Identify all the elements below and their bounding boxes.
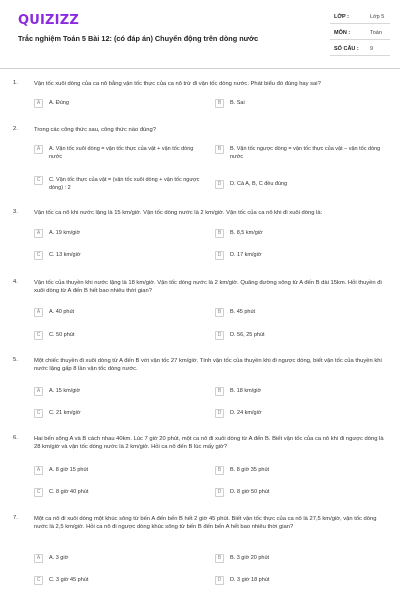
option-a[interactable] xyxy=(34,308,204,317)
option-text: A. Vận tốc xuôi dòng = vận tốc thực của vật + vận tốc dòng nước xyxy=(49,146,194,160)
question-text: Một chiếc thuyền đi xuôi dòng từ A đến B với vận tốc 27 km/giờ. Tính vận tốc của thuyền khi đi ngược dòng, biết vận tốc của thuyền khi nước lặng gấp 8 lần vận tốc dòng nước. xyxy=(34,358,382,372)
option-d[interactable] xyxy=(215,409,385,418)
option-letter-box: B xyxy=(215,99,224,108)
option-text: C. 50 phút xyxy=(49,332,75,338)
option-text: D. 56, 25 phút xyxy=(230,332,265,338)
option-a[interactable] xyxy=(34,229,204,238)
option-text: B. 18 km/giờ xyxy=(230,388,262,394)
meta-value: 9 xyxy=(370,46,374,52)
option-letter-box: B xyxy=(215,145,224,154)
meta-label: MÔN : xyxy=(334,30,351,36)
option-letter-box: D xyxy=(215,409,224,418)
question-number: 1. xyxy=(13,80,18,86)
option-letter-box: A xyxy=(34,99,43,108)
meta-row-count xyxy=(330,44,390,56)
option-letter-box: B xyxy=(215,466,224,475)
option-b[interactable] xyxy=(215,387,385,396)
option-text: B. Vận tốc ngược dòng = vận tốc thực của vật – vận tốc dòng nước xyxy=(230,146,381,160)
option-text: A. 15 km/giờ xyxy=(49,388,81,394)
option-text: D. 3 giờ 18 phút xyxy=(230,577,270,583)
option-letter-box: B xyxy=(215,387,224,396)
question-text: Vận tốc của thuyền khi nước lặng là 18 km/giờ. Vận tốc dòng nước là 2 km/giờ. Quãng đường sông từ A đến B dài 15km. Hỏi thuyền đi xuôi dòng từ A đến B hết bao nhiêu thời gian? xyxy=(34,280,382,294)
option-d[interactable] xyxy=(215,576,385,585)
option-text: C. 3 giờ 45 phút xyxy=(49,577,89,583)
option-letter-box: C xyxy=(34,488,43,497)
option-letter-box: A xyxy=(34,466,43,475)
option-text: A. Đúng xyxy=(49,100,69,106)
option-letter-box: D xyxy=(215,488,224,497)
meta-row-subject xyxy=(330,28,390,40)
option-d[interactable] xyxy=(215,251,385,260)
option-text: A. 3 giờ xyxy=(49,555,69,561)
option-text: B. Sai xyxy=(230,100,245,106)
option-b[interactable] xyxy=(215,308,385,317)
meta-value: Lớp 5 xyxy=(370,14,385,20)
option-a[interactable] xyxy=(34,387,204,396)
option-text: B. 45 phút xyxy=(230,309,256,315)
option-d[interactable] xyxy=(215,331,385,340)
option-letter-box: B xyxy=(215,308,224,317)
meta-row-grade xyxy=(330,12,390,24)
option-letter-box: A xyxy=(34,554,43,563)
option-text: D. 8 giờ 50 phút xyxy=(230,489,270,495)
option-a[interactable] xyxy=(34,145,204,161)
question-text: Một ca nô đi xuôi dòng một khúc sông từ bến A đến bến B hết 2 giờ 45 phút. Biết vận tốc thực của ca nô là 27,5 km/giờ, vận tốc dòng nước là 2,5 km/giờ. Hỏi ca nô đi ngược dòng khúc sông từ bến B đến bến A hết bao nhiêu thời gian? xyxy=(34,516,377,530)
question-number: 7. xyxy=(13,515,18,521)
header-divider xyxy=(0,68,400,69)
option-letter-box: C xyxy=(34,251,43,260)
meta-value: Toán xyxy=(370,30,382,36)
option-letter-box: A xyxy=(34,145,43,154)
option-text: C. 21 km/giờ xyxy=(49,410,81,416)
option-letter-box: D xyxy=(215,331,224,340)
question-text: Vận tốc ca nô khi nước lặng là 15 km/giờ. Vận tốc dòng nước là 2 km/giờ. Vận tốc của ca nô khi đi xuôi dòng là: xyxy=(34,210,323,216)
question-number: 5. xyxy=(13,357,18,363)
option-b[interactable] xyxy=(215,99,385,108)
option-letter-box: D xyxy=(215,180,224,189)
meta-label: SỐ CÂU : xyxy=(334,46,359,52)
option-text: C. Vận tốc thực của vật = (vận tốc xuôi dòng + vận tốc ngược dòng) : 2 xyxy=(49,177,200,191)
question-text: Hai bến sông A và B cách nhau 40km. Lúc 7 giờ 20 phút, một ca nô đi xuôi dòng từ A đến B. Biết vận tốc của ca nô khi đi ngược dòng là 28 km/giờ và vận tốc dòng nước là 2 km/giờ. Hỏi ca nô đến B lúc mấy giờ? xyxy=(34,436,384,450)
option-text: D. 17 km/giờ xyxy=(230,252,262,258)
option-text: B. 8,5 km/giờ xyxy=(230,230,263,236)
option-text: A. 40 phút xyxy=(49,309,75,315)
option-letter-box: A xyxy=(34,229,43,238)
option-a[interactable] xyxy=(34,554,204,563)
option-d[interactable] xyxy=(215,488,385,497)
question-text: Vận tốc xuôi dòng của ca nô bằng vận tốc thực của ca nô trừ đi vận tốc dòng nước. Phát biểu đó đúng hay sai? xyxy=(34,81,321,87)
question-text: Trong các công thức sau, công thức nào đúng? xyxy=(34,127,156,133)
option-letter-box: C xyxy=(34,176,43,185)
option-c[interactable] xyxy=(34,331,204,340)
question-number: 2. xyxy=(13,126,18,132)
option-letter-box: B xyxy=(215,229,224,238)
option-letter-box: C xyxy=(34,331,43,340)
option-b[interactable] xyxy=(215,229,385,238)
option-c[interactable] xyxy=(34,488,204,497)
option-letter-box: A xyxy=(34,387,43,396)
option-text: B. 3 giờ 20 phút xyxy=(230,555,270,561)
option-text: C. 8 giờ 40 phút xyxy=(49,489,89,495)
option-text: D. 24 km/giờ xyxy=(230,410,262,416)
option-b[interactable] xyxy=(215,554,385,563)
option-d[interactable] xyxy=(215,180,385,189)
option-letter-box: C xyxy=(34,409,43,418)
question-number: 3. xyxy=(13,209,18,215)
option-a[interactable] xyxy=(34,466,204,475)
option-text: B. 8 giờ 35 phút xyxy=(230,467,270,473)
option-text: D. Cả A, B, C đều đúng xyxy=(230,181,288,187)
option-c[interactable] xyxy=(34,409,204,418)
question-number: 6. xyxy=(13,435,18,441)
option-letter-box: B xyxy=(215,554,224,563)
question-number: 4. xyxy=(13,279,18,285)
option-text: A. 8 giờ 15 phút xyxy=(49,467,89,473)
option-a[interactable] xyxy=(34,99,204,108)
option-b[interactable] xyxy=(215,466,385,475)
quizizz-logo: QUIZIZZ xyxy=(18,13,79,28)
option-text: A. 19 km/giờ xyxy=(49,230,81,236)
option-letter-box: D xyxy=(215,576,224,585)
option-c[interactable] xyxy=(34,176,204,192)
document-header xyxy=(0,0,400,62)
option-letter-box: D xyxy=(215,251,224,260)
meta-label: LỚP : xyxy=(334,14,349,20)
option-c[interactable] xyxy=(34,576,204,585)
option-c[interactable] xyxy=(34,251,204,260)
option-b[interactable] xyxy=(215,145,385,161)
option-letter-box: C xyxy=(34,576,43,585)
option-letter-box: A xyxy=(34,308,43,317)
document-title: Trắc nghiệm Toán 5 Bài 12: (có đáp án) Chuyển động trên dòng nước xyxy=(18,34,259,43)
option-text: C. 13 km/giờ xyxy=(49,252,81,258)
